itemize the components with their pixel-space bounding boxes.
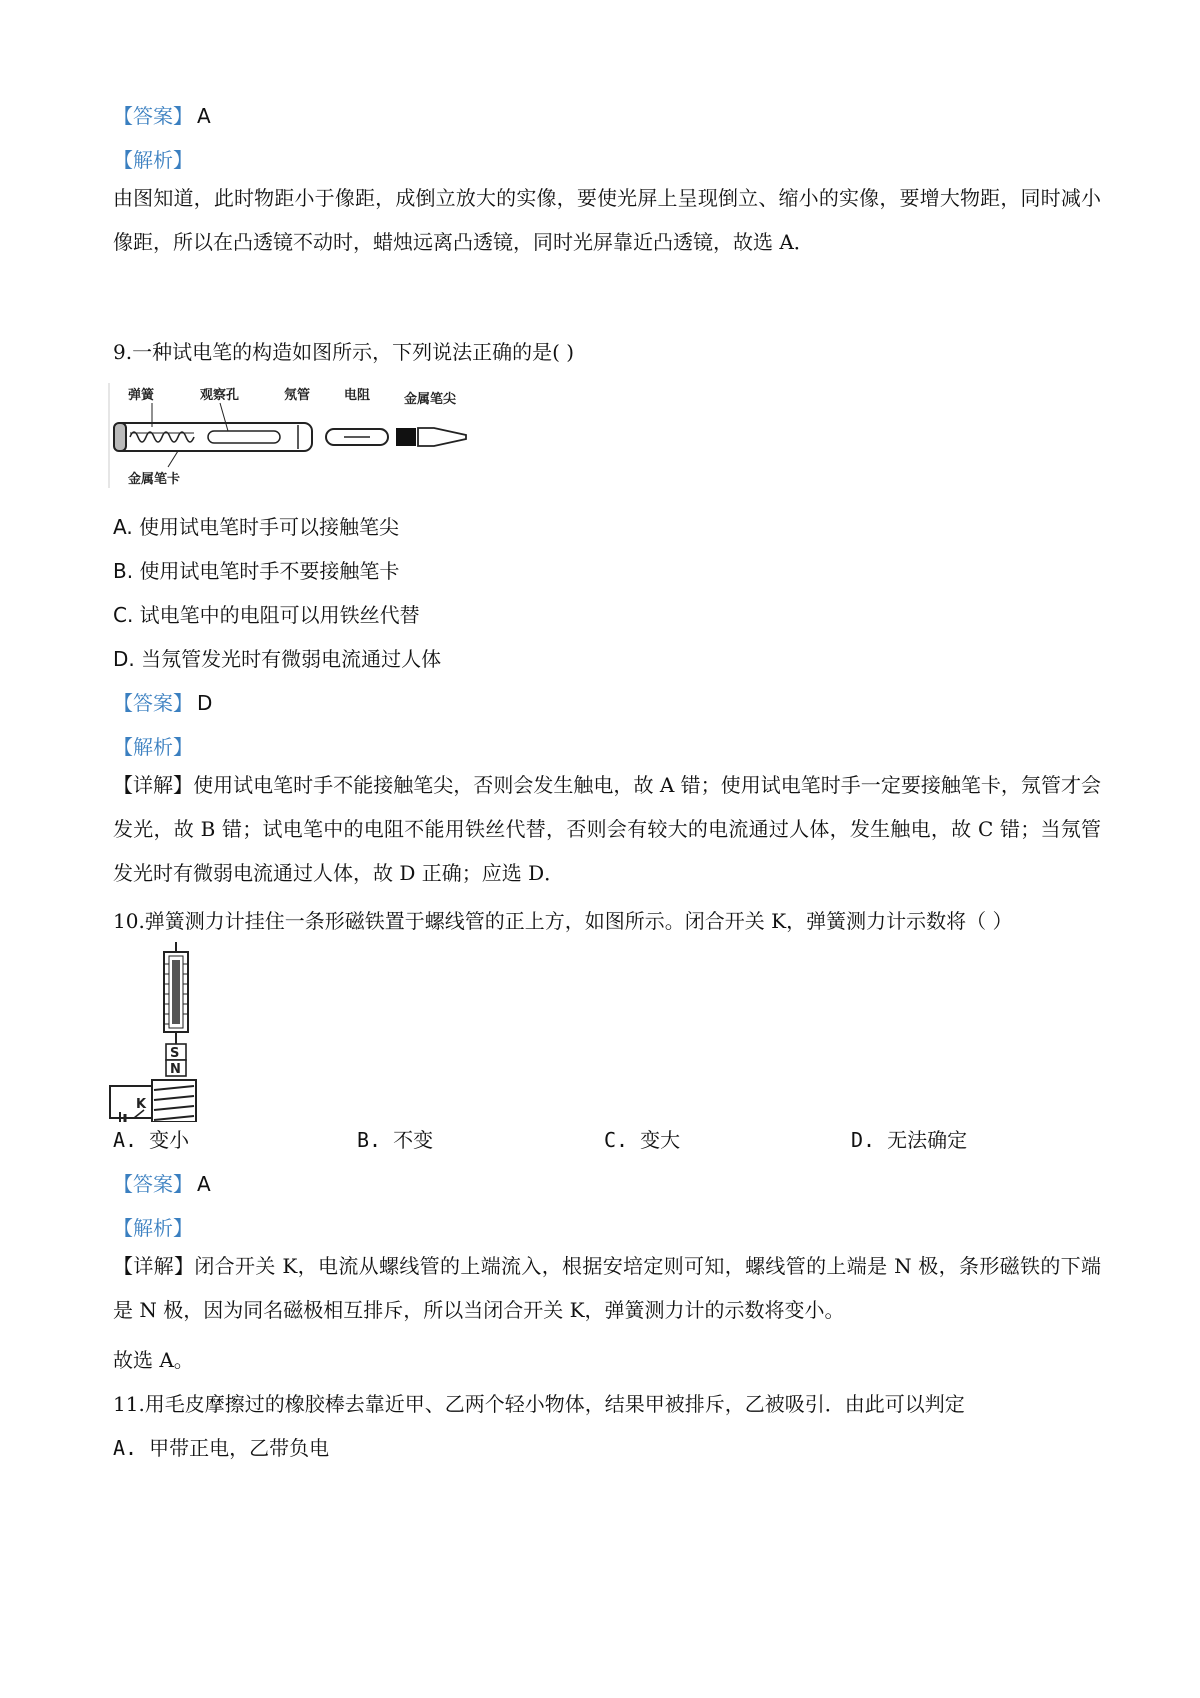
- answer-tag: 【答案】: [113, 1172, 193, 1196]
- q10-question: 10.弹簧测力计挂住一条形磁铁置于螺线管的正上方，如图所示。闭合开关 K，弹簧测力计示数将（ ）: [113, 909, 1013, 933]
- q9-option-c: C. 试电笔中的电阻可以用铁丝代替: [113, 603, 420, 627]
- q9-explanation: 【详解】使用试电笔时手不能接触笔尖，否则会发生触电，故 A 错；使用试电笔时手一定要接触笔卡，氖管才会发光，故 B 错；试电笔中的电阻不能用铁丝代替，否则会有较大的电流通过人体，发生触电，故 C 错；当氖管发光时有微弱电流通过人体，故 D 正确；应选 D．: [113, 773, 1101, 885]
- q9-option-d: D. 当氖管发光时有微弱电流通过人体: [113, 647, 442, 671]
- q10-option-b: B. 不变: [357, 1128, 434, 1152]
- q9-analysis-tag: 【解析】: [113, 735, 193, 759]
- q10-answer-line: [113, 1170, 211, 1198]
- label-tip: 金属笔尖: [404, 392, 457, 407]
- answer-value: D: [197, 691, 213, 715]
- label-neon: 氖管: [284, 388, 311, 403]
- label-clip: 金属笔卡: [128, 472, 181, 487]
- answer-value: A: [197, 1172, 211, 1196]
- answer-tag: 【答案】: [113, 691, 193, 715]
- q8-explanation: 由图知道，此时物距小于像距，成倒立放大的实像，要使光屏上呈现倒立、缩小的实像，要增大物距，同时减小像距，所以在凸透镜不动时，蜡烛远离凸透镜，同时光屏靠近凸透镜，故选 A．: [113, 186, 1101, 254]
- label-window: 观察孔: [200, 388, 240, 403]
- q11-question: 11.用毛皮摩擦过的橡胶棒去靠近甲、乙两个轻小物体，结果甲被排斥，乙被吸引．由此可以判定: [113, 1392, 965, 1416]
- q10-conclusion: 故选 A。: [113, 1348, 194, 1372]
- magnet-n-pole: N: [170, 1062, 181, 1077]
- q9-question: 9.一种试电笔的构造如图所示，下列说法正确的是( ): [113, 340, 575, 364]
- solenoid-figure: [108, 940, 218, 1122]
- q11-option-a: A. 甲带正电，乙带负电: [113, 1436, 330, 1460]
- q9-answer-line: [113, 689, 212, 717]
- magnet-s-pole: S: [170, 1046, 180, 1061]
- q8-analysis-tag: 【解析】: [113, 148, 193, 172]
- answer-value: A: [197, 104, 211, 128]
- q9-option-a: A. 使用试电笔时手可以接触笔尖: [113, 515, 400, 539]
- q10-option-c: C. 变大: [604, 1128, 681, 1152]
- q8-answer-line: [113, 102, 211, 130]
- switch-k-label: K: [136, 1097, 147, 1112]
- q10-option-d: D. 无法确定: [851, 1128, 968, 1152]
- q10-explanation: 【详解】闭合开关 K，电流从螺线管的上端流入，根据安培定则可知，螺线管的上端是 N 极，条形磁铁的下端是 N 极，因为同名磁极相互排斥，所以当闭合开关 K，弹簧测力计的示数将变小。: [113, 1254, 1101, 1322]
- label-resistor: 电阻: [344, 388, 371, 403]
- answer-tag: 【答案】: [113, 104, 193, 128]
- q9-option-b: B. 使用试电笔时手不要接触笔卡: [113, 559, 400, 583]
- q10-option-a: A. 变小: [113, 1128, 190, 1152]
- test-pen-figure: [108, 383, 468, 488]
- q10-analysis-tag: 【解析】: [113, 1216, 193, 1240]
- label-spring: 弹簧: [128, 388, 155, 403]
